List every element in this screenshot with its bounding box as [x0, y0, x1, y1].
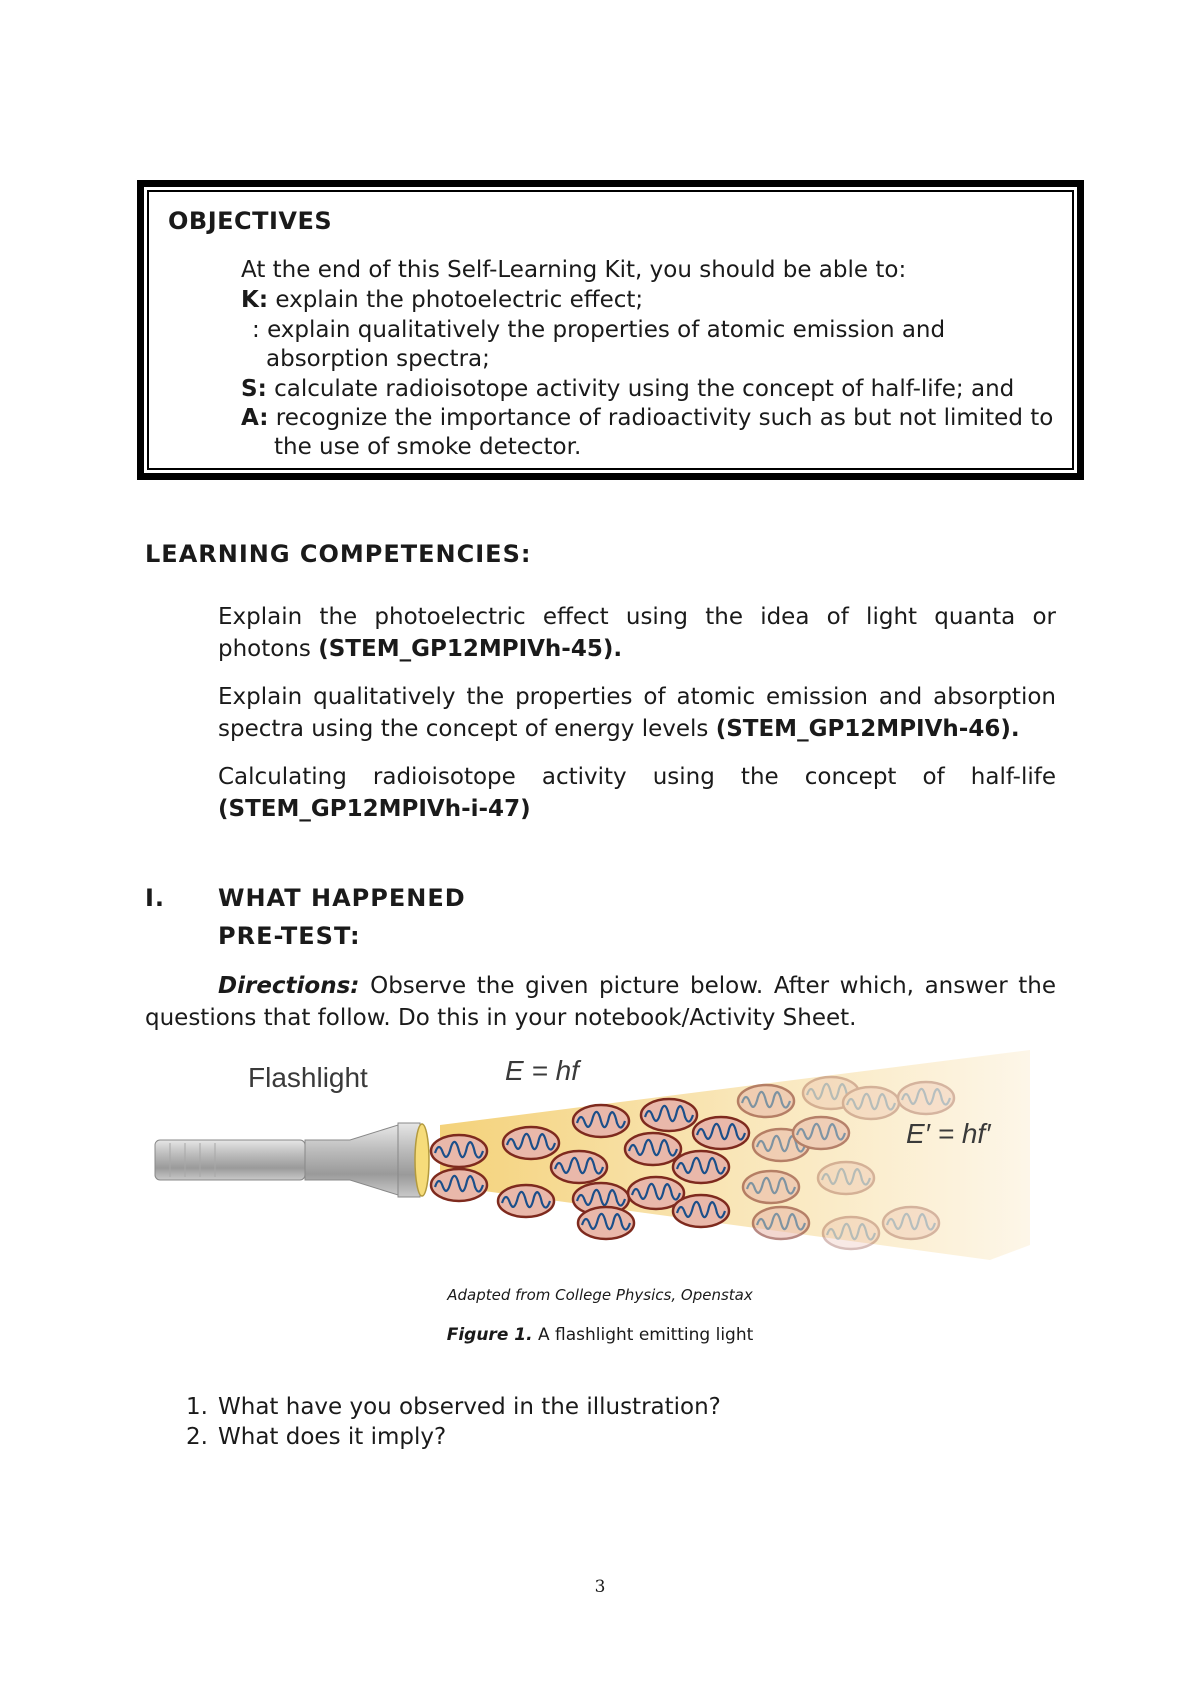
objective-item: [241, 405, 1053, 431]
objective-item: [241, 287, 643, 313]
objectives-box: [137, 180, 1084, 480]
competency-item: Calculating radioisotope activity using the concept of half-life (STEM_GP12MPIVh-i-47): [218, 764, 1056, 822]
competency-code: (STEM_GP12MPIVh-i-47): [218, 796, 531, 822]
objectives-intro: At the end of this Self-Learning Kit, you should be able to:: [241, 257, 907, 283]
section-number: I.: [145, 884, 166, 912]
flashlight-illustration: [150, 1045, 1030, 1280]
question-item: 2. What does it imply?: [186, 1424, 447, 1450]
page-number: 3: [594, 1577, 606, 1597]
objective-item: [241, 376, 1014, 402]
objective-label: S:: [241, 376, 267, 402]
competency-item: Explain qualitatively the properties of atomic emission and absorption spectra using the concept of energy levels (STEM_GP12MPIVh-46).: [218, 684, 1056, 742]
flashlight-neck: [305, 1125, 398, 1195]
flashlight-body: [155, 1140, 305, 1180]
flashlight-label: Flashlight: [248, 1062, 368, 1093]
objective-text: calculate radioisotope activity using the concept of half-life; and: [274, 376, 1015, 402]
competency-code: (STEM_GP12MPIVh-46).: [715, 716, 1020, 742]
figure-source: Adapted from College Physics, Openstax: [447, 1286, 753, 1304]
objective-text: explain qualitatively the properties of atomic emission and: [267, 317, 946, 343]
objective-item: [266, 346, 490, 372]
directions-paragraph: Directions: Observe the given picture below. After which, answer the questions that follow. Do this in your notebook/Activity Sheet.: [145, 973, 1056, 1031]
objective-item: [274, 434, 581, 460]
directions-label: Directions:: [218, 973, 360, 999]
questions-list: [172, 1392, 721, 1452]
question-item: 1. What have you observed in the illustration?: [186, 1394, 721, 1420]
objective-label: K:: [241, 287, 269, 313]
pretest-title: PRE-TEST:: [218, 922, 361, 950]
objective-text: the use of smoke detector.: [274, 434, 582, 460]
figure-caption: Figure 1. A flashlight emitting light: [446, 1325, 754, 1345]
energy-prime-label: E′ = hf′: [906, 1118, 991, 1149]
section-title: WHAT HAPPENED: [218, 884, 466, 912]
competency-code: (STEM_GP12MPIVh-45).: [318, 636, 623, 662]
objective-text: recognize the importance of radioactivity such as but not limited to: [275, 405, 1054, 431]
flashlight-figure: [150, 1045, 1030, 1280]
flashlight-lens: [415, 1124, 429, 1196]
objective-text: absorption spectra;: [266, 346, 490, 372]
objective-label: A:: [241, 405, 269, 431]
objective-label: :: [252, 317, 260, 343]
figure-label: Figure 1.: [446, 1325, 533, 1345]
objectives-title: OBJECTIVES: [168, 207, 333, 235]
competencies-title: LEARNING COMPETENCIES:: [145, 540, 532, 568]
competency-item: Explain the photoelectric effect using the idea of light quanta or photons (STEM_GP12MPIVh-45).: [218, 604, 1056, 662]
energy-label: E = hf: [505, 1055, 579, 1086]
objective-item: [252, 317, 945, 343]
objective-text: explain the photoelectric effect;: [275, 287, 644, 313]
